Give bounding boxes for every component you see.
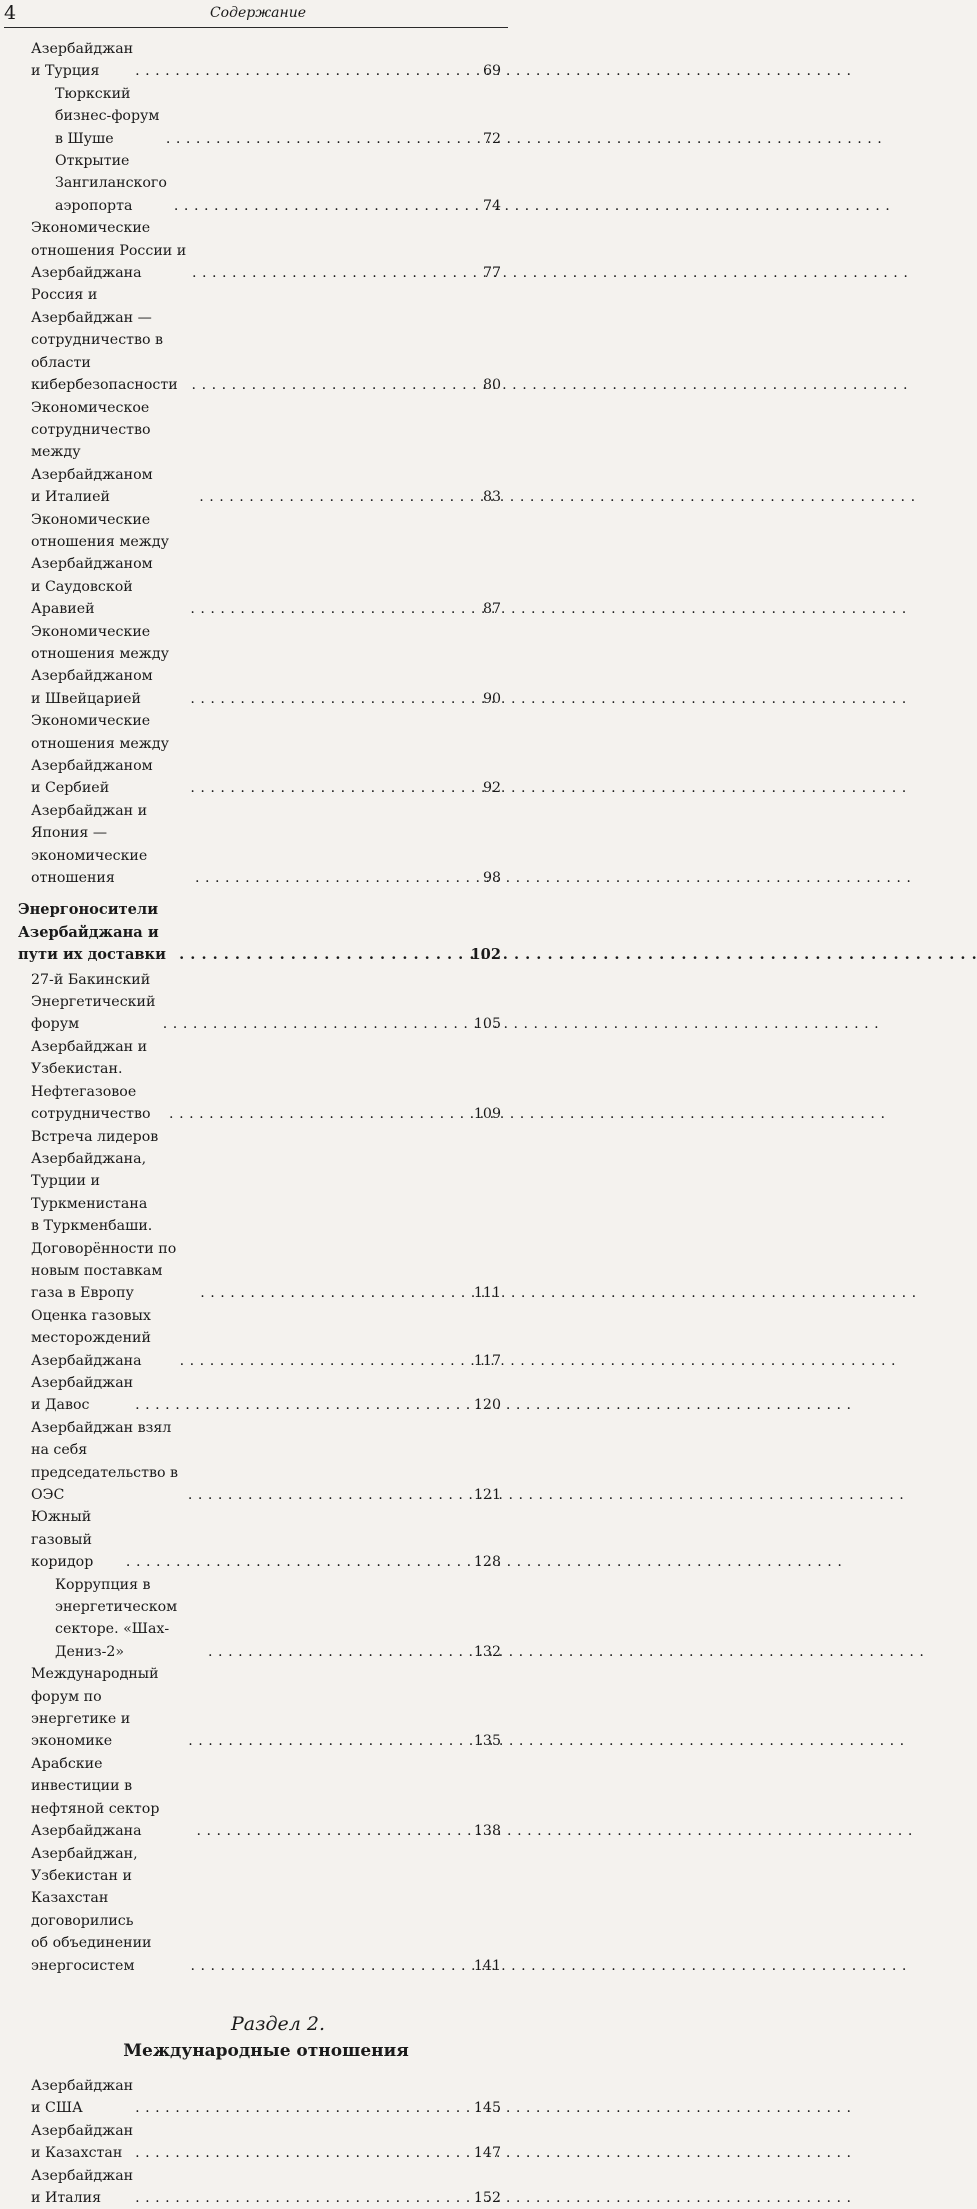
toc-entry-page: 128	[473, 1554, 501, 1571]
toc-entry	[31, 1843, 501, 1977]
toc-dot-leader	[166, 128, 481, 150]
toc-dot-leader	[190, 598, 481, 620]
section-heading	[31, 2011, 501, 2063]
toc-entry-title: Тюркский бизнес-форум в Шуше	[55, 85, 160, 147]
toc-entry-title: Азербайджан и Турция	[31, 41, 134, 80]
toc-entry-title: Азербайджан и Казахстан	[31, 2122, 134, 2162]
toc-dot-leader	[208, 1641, 472, 1663]
toc-entry-page: 69	[482, 63, 501, 80]
running-title: Содержание	[209, 5, 307, 21]
toc-entry	[31, 1663, 501, 1753]
toc-dot-leader	[200, 1282, 472, 1304]
toc-entry-page: 105	[473, 1016, 501, 1033]
toc-entry-title: 27-й Бакинский Энергетический форум	[31, 971, 156, 1033]
toc-entry-page: 121	[473, 1487, 501, 1503]
toc-entry-page: 92	[482, 780, 501, 797]
toc-entry	[31, 83, 501, 150]
toc-entry-page: 98	[482, 870, 501, 887]
toc-dot-leader	[188, 1484, 472, 1506]
toc-dot-leader	[190, 1955, 471, 1977]
toc-dot-leader	[192, 374, 481, 396]
header-rule	[4, 27, 508, 28]
toc-entry-title: Азербайджан и Давос	[31, 1374, 134, 1414]
toc-entry	[31, 509, 501, 621]
toc-entry-title: Азербайджан, Узбекистан и Казахстан договорились об объединении энергосистем	[31, 1845, 152, 1974]
toc-dot-leader	[126, 1551, 472, 1573]
toc-dot-leader	[199, 486, 481, 508]
toc-entry-page: 141	[473, 1957, 501, 1974]
toc-dot-leader	[135, 1394, 472, 1416]
toc-dot-leader	[180, 1350, 472, 1372]
toc-entry-page: 120	[473, 1397, 501, 1414]
toc-entry-page: 72	[482, 130, 501, 147]
toc-entry-title: Россия и Азербайджан — сотрудничество в области кибербезопасности	[31, 287, 178, 394]
toc-entry-page: 111	[473, 1285, 501, 1302]
toc-entry	[31, 621, 501, 711]
toc-entry	[31, 1417, 501, 1507]
toc-dot-leader	[135, 60, 481, 82]
toc-entry	[31, 2075, 501, 2120]
toc-entry-page: 90	[482, 690, 501, 707]
toc-entry-title: Экономические отношения России и Азербайджана	[31, 220, 187, 282]
toc-entry-title: Азербайджан и США	[31, 2077, 134, 2117]
toc-entry-title: Экономические отношения между Азербайджаном и Саудовской Аравией	[31, 511, 169, 618]
toc-dot-leader	[195, 867, 481, 889]
page-header	[0, 0, 516, 30]
toc-entry-title: Энергоносители Азербайджана и пути их доставки	[18, 901, 166, 964]
toc-dot-leader	[174, 195, 481, 217]
section-title: Международные отношения	[123, 2040, 409, 2061]
toc-entry	[31, 1305, 501, 1372]
toc-entry	[31, 1372, 501, 1417]
toc-dot-leader	[169, 1103, 472, 1125]
toc-entry-page: 135	[473, 1733, 501, 1750]
toc-entry-title: Открытие Зангиланского аэропорта	[55, 153, 167, 214]
page-number: 4	[4, 2, 17, 24]
toc-dot-leader	[163, 1013, 472, 1035]
toc-entry	[31, 1126, 501, 1305]
toc-entry-title: Коррупция в энергетическом секторе. «Шах-Дениз-2»	[55, 1576, 178, 1660]
toc-entry-page: 80	[482, 377, 501, 394]
toc-entry-title: Встреча лидеров Азербайджана, Турции и Туркменистана в Туркменбаши. Договорённости по новым поставкам газа в Европу	[31, 1128, 177, 1302]
toc-entry	[18, 899, 501, 966]
toc-entry-page: 102	[470, 946, 501, 964]
toc-entry-page: 74	[482, 197, 501, 214]
toc-entry	[31, 1036, 501, 1126]
toc-entry	[31, 38, 501, 83]
toc-dot-leader	[135, 2097, 472, 2119]
section-label: Раздел 2.	[230, 2012, 326, 2035]
toc-entry-page: 109	[473, 1106, 501, 1123]
toc-entry-title: Азербайджан и Япония — экономические отношения	[31, 802, 148, 887]
toc-dot-leader	[135, 2187, 472, 2209]
toc-entry-title: Экономическое сотрудничество между Азербайджаном и Италией	[31, 399, 153, 506]
table-of-contents	[18, 38, 501, 2209]
toc-entry-title: Азербайджан взял на себя председательство в ОЭС	[31, 1419, 179, 1503]
toc-entry-title: Азербайджан и Италия	[31, 2167, 134, 2206]
toc-entry	[31, 1753, 501, 1843]
toc-entry-title: Южный газовый коридор	[31, 1509, 94, 1571]
toc-entry-page: 152	[473, 2189, 501, 2206]
toc-list-part1	[18, 38, 501, 1977]
toc-entry	[31, 800, 501, 890]
toc-dot-leader	[179, 944, 468, 966]
toc-entry-title: Международный форум по энергетике и экономике	[31, 1666, 159, 1750]
toc-entry-page: 77	[482, 265, 501, 282]
toc-entry-title: Экономические отношения между Азербайджаном и Швейцарией	[31, 623, 169, 707]
toc-dot-leader	[188, 1730, 472, 1752]
toc-dot-leader	[190, 777, 481, 799]
toc-entry-page: 83	[482, 489, 501, 506]
toc-entry-page: 147	[473, 2145, 501, 2162]
toc-list-part2	[31, 2075, 501, 2209]
toc-entry	[31, 150, 501, 217]
toc-entry	[31, 969, 501, 1036]
toc-entry	[31, 284, 501, 396]
toc-entry-title: Арабские инвестиции в нефтяной сектор Азербайджана	[31, 1755, 160, 1840]
toc-dot-leader	[192, 262, 481, 284]
toc-entry-page: 138	[473, 1823, 501, 1840]
toc-entry-page: 145	[473, 2100, 501, 2117]
toc-entry	[31, 710, 501, 800]
toc-entry-page: 87	[482, 601, 501, 618]
toc-dot-leader	[190, 688, 481, 710]
toc-entry	[31, 217, 501, 284]
toc-entry	[31, 2120, 501, 2165]
toc-entry	[31, 1506, 501, 1573]
toc-entry-title: Экономические отношения между Азербайджаном и Сербией	[31, 713, 169, 797]
toc-dot-leader	[135, 2142, 472, 2164]
toc-entry	[31, 1574, 501, 1664]
toc-entry-title: Азербайджан и Узбекистан. Нефтегазовое сотрудничество	[31, 1038, 151, 1123]
toc-entry	[31, 2165, 501, 2209]
toc-entry-title: Оценка газовых месторождений Азербайджана	[31, 1307, 151, 1369]
toc-entry	[31, 397, 501, 509]
toc-entry-page: 117	[473, 1352, 501, 1369]
toc-entry-page: 132	[473, 1643, 501, 1660]
toc-dot-leader	[196, 1820, 471, 1842]
